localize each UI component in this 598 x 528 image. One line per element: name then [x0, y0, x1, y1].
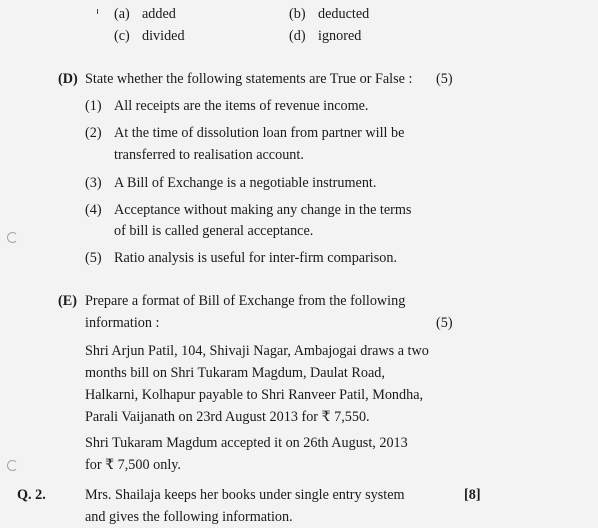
d-item-4-line-1: Acceptance without making any change in the terms	[114, 202, 412, 218]
q2-marks: [8]	[464, 487, 481, 503]
q2-label: Q. 2.	[17, 487, 46, 503]
section-d-label: (D)	[58, 71, 78, 87]
d-item-2-line-2: transferred to realisation account.	[114, 147, 304, 163]
section-e-prompt-line-2: information :	[85, 315, 160, 331]
d-item-1-text: All receipts are the items of revenue income.	[114, 98, 369, 114]
section-e-marks: (5)	[436, 315, 453, 331]
option-b-label: (b)	[289, 6, 306, 22]
e-para2-line-2: for ₹ 7,500 only.	[85, 457, 181, 473]
option-c-label: (c)	[114, 28, 130, 44]
e-para1-line-4: Parali Vaijanath on 23rd August 2013 for ₹ 7,550.	[85, 409, 370, 425]
d-item-4-line-2: of bill is called general acceptance.	[114, 223, 314, 239]
scan-hole-mark	[7, 232, 18, 243]
d-item-2-num: (2)	[85, 125, 102, 141]
option-b-text: deducted	[318, 6, 370, 22]
e-para1-line-3: Halkarni, Kolhapur payable to Shri Ranveer Patil, Mondha,	[85, 387, 424, 403]
d-item-3-text: A Bill of Exchange is a negotiable instrument.	[114, 175, 377, 191]
section-d-prompt: State whether the following statements are True or False :	[85, 71, 413, 87]
option-c-text: divided	[142, 28, 185, 44]
q2-line-1: Mrs. Shailaja keeps her books under single entry system	[85, 487, 405, 503]
q2-line-2: and gives the following information.	[85, 509, 293, 525]
e-para1-line-1: Shri Arjun Patil, 104, Shivaji Nagar, Ambajogai draws a two	[85, 343, 429, 359]
d-item-4-num: (4)	[85, 202, 102, 218]
option-a-text: added	[142, 6, 176, 22]
section-d-marks: (5)	[436, 71, 453, 87]
option-a-label: (a)	[114, 6, 130, 22]
scan-hole-mark	[7, 460, 18, 471]
e-para2-line-1: Shri Tukaram Magdum accepted it on 26th August, 2013	[85, 435, 408, 451]
section-e-label: (E)	[58, 293, 77, 309]
e-para1-line-2: months bill on Shri Tukaram Magdum, Daulat Road,	[85, 365, 385, 381]
d-item-5-text: Ratio analysis is useful for inter-firm comparison.	[114, 250, 398, 266]
option-d-text: ignored	[318, 28, 362, 44]
d-item-1-num: (1)	[85, 98, 102, 114]
option-d-label: (d)	[289, 28, 306, 44]
stray-mark	[97, 9, 98, 14]
d-item-3-num: (3)	[85, 175, 102, 191]
d-item-2-line-1: At the time of dissolution loan from partner will be	[114, 125, 405, 141]
section-e-prompt-line-1: Prepare a format of Bill of Exchange from the following	[85, 293, 406, 309]
d-item-5-num: (5)	[85, 250, 102, 266]
